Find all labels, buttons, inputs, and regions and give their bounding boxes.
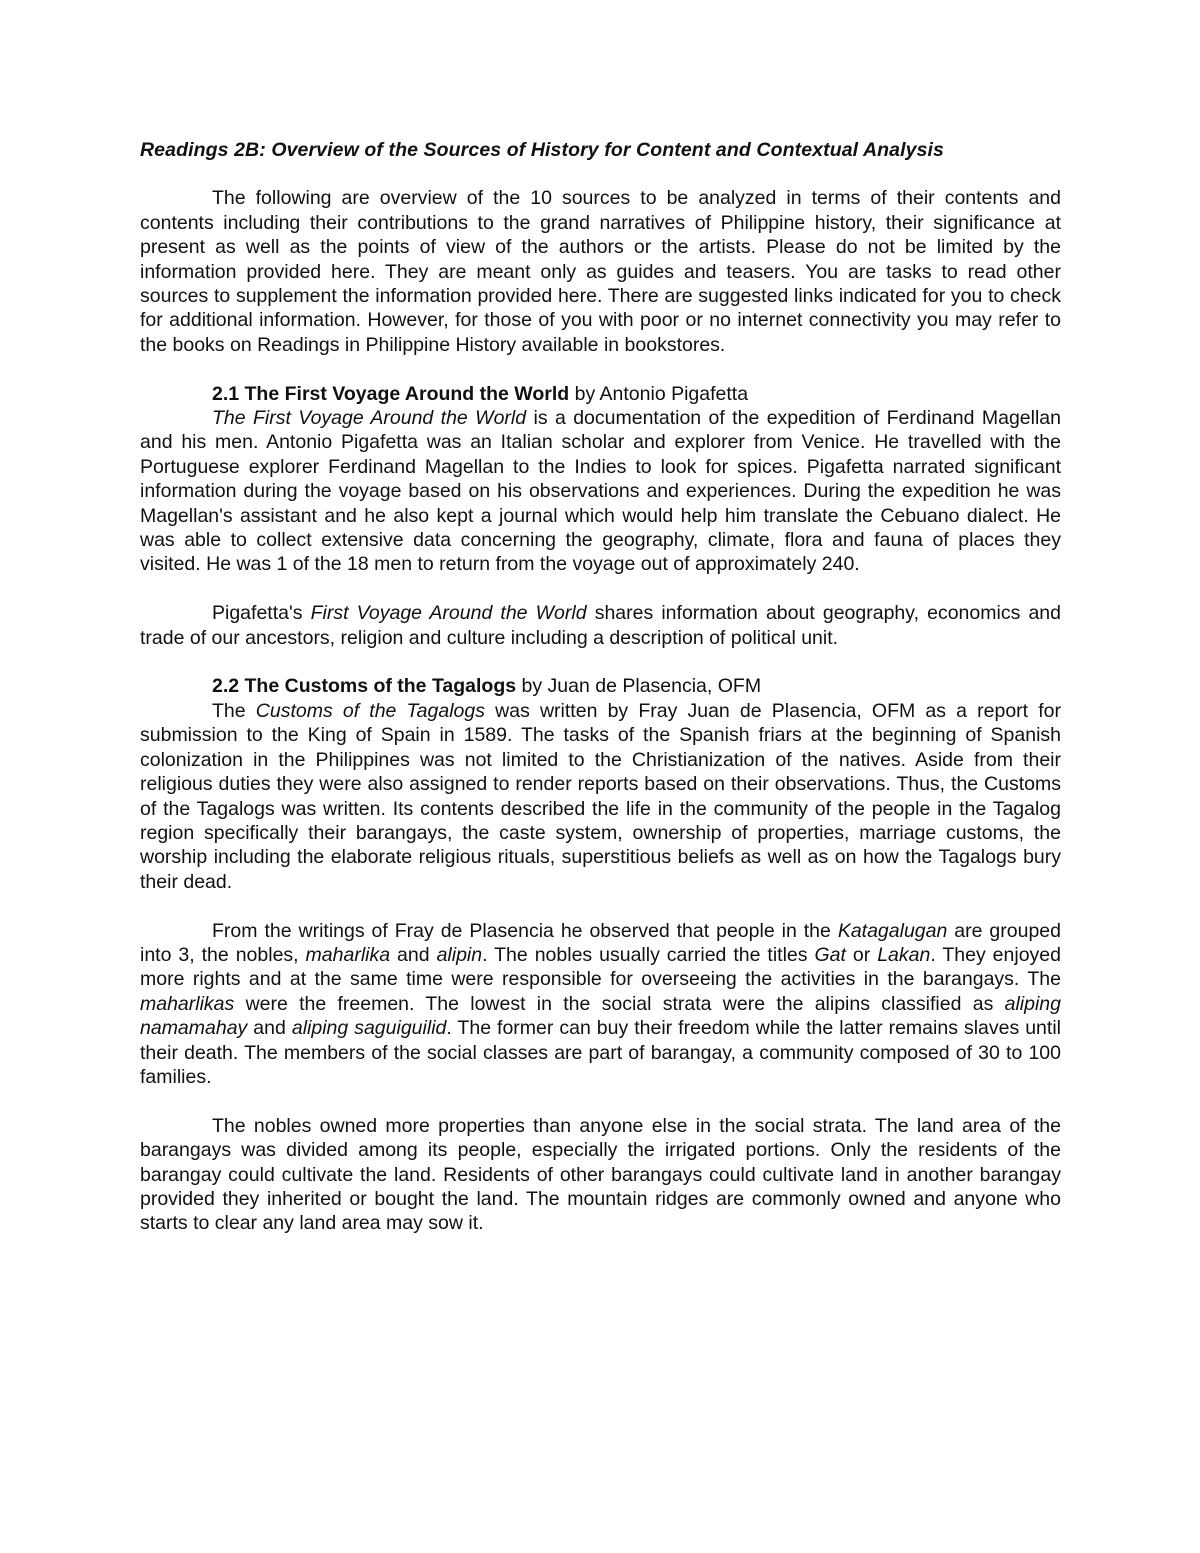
section-1-paragraph-1: The First Voyage Around the World is a documentation of the expedition of Ferdinand Magellan and his men. Antonio Pigafetta was an Italian scholar and explorer from Venice. He travelled with the Portuguese explorer Ferdinand Magellan to the Indies to look for spices. Pigafetta narrated significant information during the voyage based on his observations and experiences. During the expedition he was Magellan's assistant and he also kept a journal which would help him translate the Cebuano dialect. He was able to collect extensive data concerning the geography, climate, flora and fauna of places they visited. He was 1 of the 18 men to return from the voyage out of approximately 240. [140,407,1061,576]
term: Lakan [877,943,931,966]
work-title: Customs of the Tagalogs [255,699,485,722]
term: maharlikas [140,992,235,1015]
section-2-title: 2.2 The Customs of the Tagalogs [212,675,517,698]
section-2-paragraph-1: The Customs of the Tagalogs was written by Fray Juan de Plasencia, OFM as a report for submission to the King of Spain in 1589. The tasks of the Spanish friars at the beginning of Spanish colonization in the Philippines was not limited to the Christianization of the natives. Aside from their religious duties they were also assigned to render reports based on their observations. Thus, the Customs of the Tagalogs was written. Its contents described the life in the community of the people in the Tagalog region specifically their barangays, the caste system, ownership of properties, marriage customs, the worship including the elaborate religious rituals, superstitious beliefs as well as on how the Tagalogs bury their dead. [140,699,1061,893]
work-title: First Voyage Around the World [310,602,587,625]
section-2-paragraph-2: From the writings of Fray de Plasencia he observed that people in the Katagalugan are grouped into 3, the nobles, maharlika and alipin. The nobles usually carried the titles Gat or Lakan. They enjoyed more rights and at the same time were responsible for overseeing the activities in the barangays. The maharlikas were the freemen. The lowest in the social strata were the alipins classified as aliping namamahay and aliping saguiguilid. The former can buy their freedom while the latter remains slaves until their death. The members of the social classes are part of barangay, a community composed of 30 to 100 families. [140,919,1061,1088]
term: Gat [814,943,846,966]
section-1-paragraph-2: Pigafetta's First Voyage Around the World shares information about geography, economics and trade of our ancestors, religion and culture including a description of political unit. [140,602,1061,649]
term: aliping namamahay [140,992,1061,1040]
section-1-title: 2.1 The First Voyage Around the World [212,382,570,405]
section-2-heading [140,674,1061,698]
term: alipin [436,943,483,966]
intro-paragraph: The following are overview of the 10 sources to be analyzed in terms of their contents and contents including their contributions to the grand narratives of Philippine history, their significance at present as well as the points of view of the authors or the artists. Please do not be limited by the information provided here. They are meant only as guides and teasers. You are tasks to read other sources to supplement the information provided here. There are suggested links indicated for you to check for additional information. However, for those of you with poor or no internet connectivity you may refer to the books on Readings in Philippine History available in bookstores. [140,187,1061,356]
section-2-byline: by Juan de Plasencia, OFM [516,675,762,698]
document-title: Readings 2B: Overview of the Sources of History for Content and Contextual Analysis [140,139,944,161]
term: Katagalugan [837,919,948,942]
term: maharlika [305,943,391,966]
section-1-byline: by Antonio Pigafetta [569,382,749,405]
document-page [140,138,1061,1236]
term: aliping saguiguilid [291,1017,447,1040]
section-1-heading [140,382,1061,406]
work-title: The First Voyage Around the World [212,407,527,430]
section-2-paragraph-3: The nobles owned more properties than anyone else in the social strata. The land area of the barangays was divided among its people, especially the irrigated portions. Only the residents of the barangay could cultivate the land. Residents of other barangays could cultivate land in another barangay provided they inherited or bought the land. The mountain ridges are commonly owned and anyone who starts to clear any land area may sow it. [140,1114,1061,1235]
